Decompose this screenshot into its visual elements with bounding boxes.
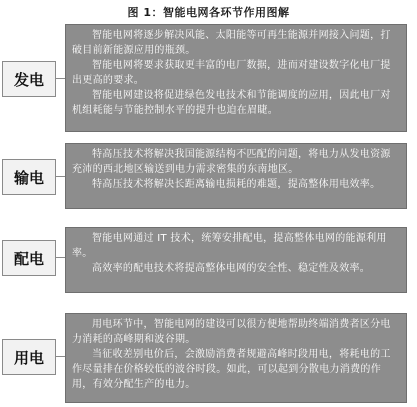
connector-line	[55, 78, 65, 79]
connector-line	[55, 257, 65, 258]
section-text-box	[65, 227, 407, 293]
connector-line	[55, 176, 65, 177]
section-label: 配电	[2, 240, 56, 276]
paragraph: 当征收差别电价后，会激励消费者规避高峰时段用电，将耗电的工作尽量排在价格较低的波谷时段。如此，可以起到分散电力消费的作用，有效分配生产的电力。	[72, 349, 391, 390]
connector-line	[55, 356, 65, 357]
figure-title: 图 1：智能电网各环节作用图解	[127, 6, 290, 19]
paragraph: 智能电网建设将促进绿色发电技术和节能调度的应用，因此电厂对机组耗能与节能控制水平的提升也迫在眉睫。	[72, 90, 391, 116]
section-label: 发电	[2, 61, 56, 97]
paragraph: 用电环节中，智能电网的建设可以很方便地帮助终端消费者区分电力消耗的高峰期和波谷期。	[72, 319, 391, 345]
paragraph: 智能电网将逐步解决风能、太阳能等可再生能源并网接入问题，打破目前新能源应用的瓶颈。	[72, 30, 391, 56]
paragraph: 智能电网将要求获取更丰富的电厂数据，进而对建设数字化电厂提出更高的要求。	[72, 60, 391, 86]
section-label: 输电	[2, 159, 56, 195]
section-label: 用电	[2, 339, 56, 375]
paragraph: 特高压技术将解决我国能源结构不匹配的问题，将电力从发电资源充沛的西北地区输送到电力需求密集的东南地区。	[72, 149, 391, 175]
paragraph: 智能电网通过 IT 技术，统筹安排配电，提高整体电网的能源利用率。	[72, 233, 387, 259]
paragraph: 高效率的配电技术将提高整体电网的安全性、稳定性及效率。	[92, 263, 371, 274]
section-text-box	[65, 143, 407, 209]
paragraph: 特高压技术将解决长距离输电损耗的难题，提高整体用电效率。	[92, 179, 381, 190]
section-text-box	[65, 24, 407, 132]
section-text-box	[65, 313, 407, 403]
